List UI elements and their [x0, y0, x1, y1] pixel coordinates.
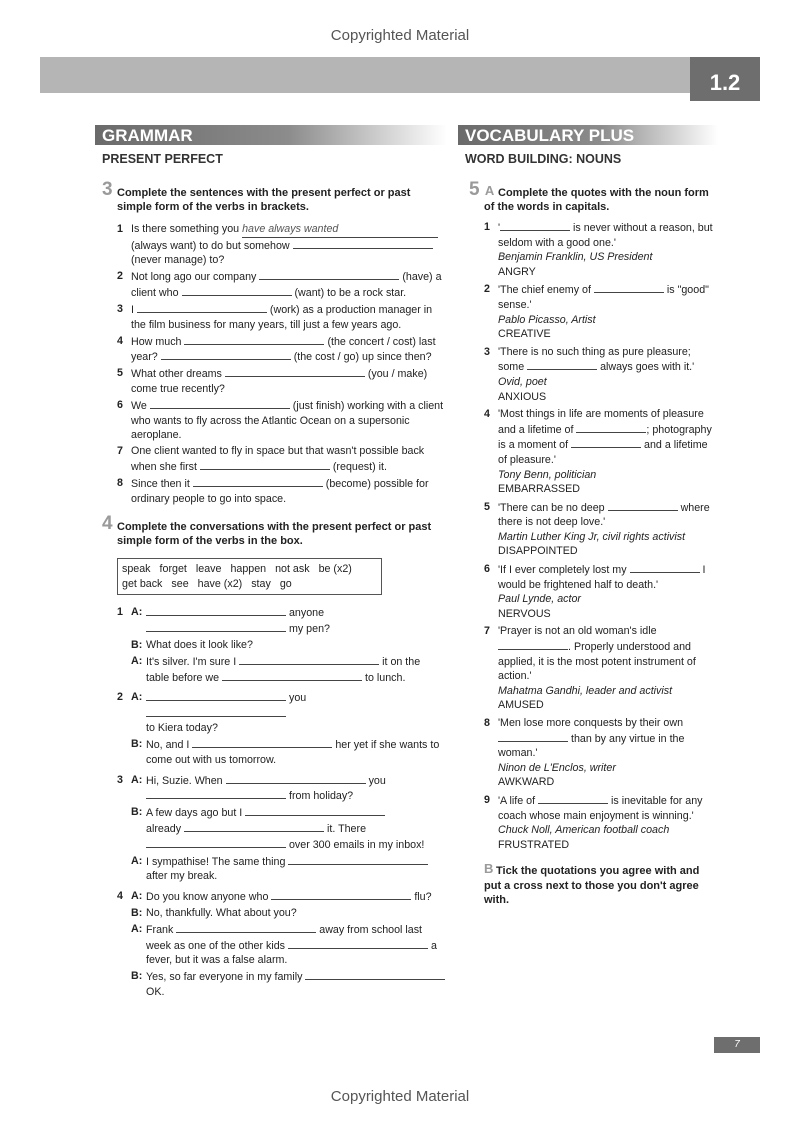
verb-box: speak forget leave happen not ask be (x2) get back see have (x2) stay go [117, 558, 382, 595]
answer-blank[interactable] [161, 349, 291, 360]
answer-blank[interactable] [184, 334, 324, 345]
quote-item-3: 3 'There is no such thing as pure pleasure; some always goes with it.' Ovid, poet ANXIOUS [484, 345, 695, 403]
answer-blank[interactable] [225, 366, 365, 377]
answer-blank[interactable] [184, 821, 324, 832]
capital-word: AMUSED [498, 699, 544, 712]
answer-blank[interactable] [576, 422, 646, 433]
answer-blank[interactable] [630, 562, 700, 573]
answer-example: have always wanted [242, 222, 438, 238]
answer-blank[interactable] [498, 639, 568, 650]
answer-blank[interactable] [527, 359, 597, 370]
answer-blank[interactable] [146, 788, 286, 799]
answer-blank[interactable] [192, 737, 332, 748]
answer-blank[interactable] [193, 476, 323, 487]
answer-blank[interactable] [608, 500, 678, 511]
answer-blank[interactable] [259, 269, 399, 280]
conversation-2: 2 A: you to Kiera today? B: No, and I her yet if she wants to come out with us tomorrow. [117, 691, 440, 767]
answer-blank[interactable] [245, 805, 385, 816]
answer-blank[interactable] [222, 670, 362, 681]
capital-word: AWKWARD [498, 776, 555, 789]
vocabulary-subtitle: WORD BUILDING: NOUNS [465, 152, 622, 166]
capital-word: ANXIOUS [498, 390, 547, 403]
answer-blank[interactable] [150, 398, 290, 409]
answer-blank[interactable] [538, 793, 608, 804]
quote-item-6: 6 'If I ever completely lost my I would be frightened half to death.' Paul Lynde, actor NERVOUS [484, 563, 706, 620]
answer-blank[interactable] [176, 922, 316, 933]
exercise-3-items [95, 222, 447, 506]
conversation-3: 3 A: Hi, Suzie. When you from holiday? B: A few days ago but I already it. There over 300 emails in my inbox! A: I sympathise! The same thing after my break. [95, 773, 447, 884]
answer-blank[interactable] [146, 706, 286, 717]
quote-item-5: 5 'There can be no deep where there is not deep love.' Martin Luther King Jr, civil rights activist DISAPPOINTED [484, 500, 710, 558]
conversation-4: 4 A: Do you know anyone who flu? B: No, thankfully. What about you? A: Frank away from school last week as one of the other kids a fever, but it was a false alarm. B: Yes, so far everyone in my family OK. [95, 889, 447, 1000]
grammar-subtitle: PRESENT PERFECT [102, 152, 223, 166]
quote-item-8: 8 'Men lose more conquests by their own than by any virtue in the woman.' Ninon de L'Enclos, writer AWKWARD [484, 717, 685, 789]
answer-blank[interactable] [305, 969, 445, 980]
capital-word: CREATIVE [498, 328, 551, 341]
capital-word: FRUSTRATED [498, 838, 570, 851]
exercise-3-number: 3 [102, 179, 113, 200]
exercise-4-number: 4 [102, 513, 113, 535]
quote-item-9: 9 'A life of is inevitable for any coach whose main enjoyment is winning.' Chuck Noll, American football coach FRUSTRATED [484, 793, 703, 851]
answer-blank[interactable] [146, 690, 286, 701]
capital-word: NERVOUS [498, 607, 551, 620]
answer-blank[interactable] [146, 605, 286, 616]
quote-item-7: 7 'Prayer is not an old woman's idle . Properly understood and applied, it is the most potent instrument of action.' Mahatma Gandhi, leader and activist AMUSED [484, 625, 696, 712]
answer-blank[interactable] [571, 437, 641, 448]
quote-item-1: 1 ' is never without a reason, but seldom with a good one.' Benjamin Franklin, US President ANGRY [484, 221, 713, 278]
vocabulary-heading: VOCABULARY PLUS [458, 125, 718, 145]
copyright-footer: Copyrighted Material [330, 1088, 470, 1105]
exercise-4-instruction: 4 Complete the conversations with the present perfect or past simple form of the verbs in the box. [102, 513, 432, 548]
exercise-5-number: 5 A [469, 179, 495, 200]
list-item: 4 How much (the concert / cost) last year? (the cost / go) up since then? [117, 334, 436, 364]
list-item: 7 One client wanted to fly in space but that wasn't possible back when she first (request) it. [117, 445, 425, 473]
list-item: 3 I (work) as a production manager in the film business for many years, till just a few years ago. [117, 302, 433, 331]
answer-blank[interactable] [500, 220, 570, 231]
page-number: 7 [714, 1037, 760, 1053]
capital-word: ANGRY [498, 265, 536, 278]
list-item: 5 What other dreams (you / make) come true recently? [117, 367, 428, 395]
grammar-column [95, 125, 447, 1001]
exercise-5b-instruction: B Tick the quotations you agree with and put a cross next to those you don't agree with. [484, 861, 700, 907]
answer-blank[interactable] [288, 854, 428, 865]
unit-label: 1.2 [690, 57, 760, 101]
answer-blank[interactable] [498, 731, 568, 742]
answer-blank[interactable] [146, 837, 286, 848]
vocabulary-column [458, 125, 718, 908]
quote-item-4: 4 'Most things in life are moments of pleasure and a lifetime of ; photography is a moment of and a lifetime of pleasure.' Tony Benn, politician EMBARRASSED [484, 408, 712, 496]
exercise-3-instruction: 3 Complete the sentences with the present perfect or past simple form of the verbs in brackets. [102, 179, 411, 213]
list-item: 2 Not long ago our company (have) a client who (want) to be a rock star. [117, 270, 442, 299]
answer-blank[interactable] [594, 282, 664, 293]
capital-word: EMBARRASSED [498, 483, 580, 496]
answer-blank[interactable] [137, 302, 267, 313]
answer-blank[interactable] [226, 773, 366, 784]
answer-blank[interactable] [293, 238, 433, 249]
list-item: 1 Is there something you have always wanted (always want) to do but somehow (never manage) to? [95, 222, 447, 268]
copyright-header: Copyrighted Material [330, 27, 470, 44]
grammar-heading: GRAMMAR [95, 125, 447, 145]
answer-blank[interactable] [271, 889, 411, 900]
answer-blank[interactable] [239, 654, 379, 665]
quote-item-2: 2 'The chief enemy of is "good" sense.' Pablo Picasso, Artist CREATIVE [484, 283, 709, 341]
capital-word: DISAPPOINTED [498, 545, 578, 558]
answer-blank[interactable] [288, 938, 428, 949]
list-item: 6 We (just finish) working with a client who wants to fly across the Atlantic Ocean on a supersonic aeroplane. [117, 399, 444, 442]
exercise-5a-instruction: 5 A Complete the quotes with the noun form of the words in capitals. [469, 179, 709, 213]
list-item: 8 Since then it (become) possible for ordinary people to go into space. [117, 477, 429, 505]
answer-blank[interactable] [200, 459, 330, 470]
header-bar [40, 57, 690, 93]
answer-blank[interactable] [182, 285, 292, 296]
answer-blank[interactable] [146, 621, 286, 632]
conversation-1: 1 A: anyone my pen? B: What does it look like? A: It's silver. I'm sure I it on the table before we to lunch. [117, 606, 421, 684]
